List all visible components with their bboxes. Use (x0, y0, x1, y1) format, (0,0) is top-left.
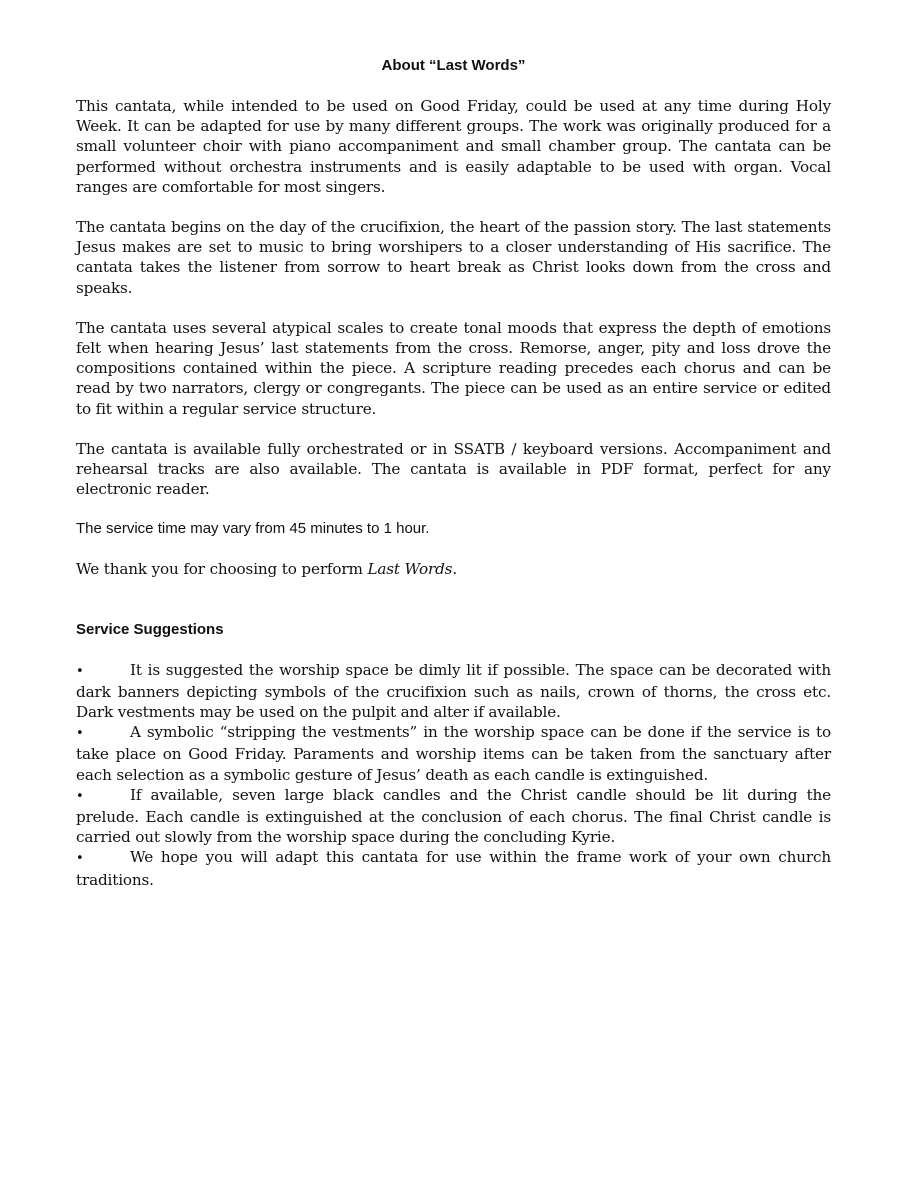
thanks-prefix: We thank you for choosing to perform (76, 560, 368, 579)
list-item (76, 722, 831, 785)
work-title: Last Words (367, 560, 453, 579)
list-item-text: We hope you will adapt this cantata for use within the frame work of your own church traditions. (76, 848, 831, 889)
scales-paragraph: The cantata uses several atypical scales to create tonal moods that express the depth of emotions felt when hearing Jesus’ last statements from the cross. Remorse, anger, pity and loss drove the compositions contained within the piece. A scripture reading precedes each chorus and can be read by two narrators, clergy or congregants. The piece can be used as an entire service or edited to fit within a regular service structure. (76, 318, 831, 418)
list-item (76, 660, 831, 723)
suggestions-list (76, 660, 831, 890)
bullet-icon: • (76, 851, 84, 867)
list-item (76, 785, 831, 848)
bullet-icon: • (76, 788, 84, 804)
availability-paragraph: The cantata is available fully orchestrated or in SSATB / keyboard versions. Accompaniment and rehearsal tracks are also available. The cantata is available in PDF format, perfect for any electronic reader. (76, 439, 831, 499)
bullet-icon: • (76, 663, 84, 679)
bullet-icon: • (76, 726, 84, 742)
service-suggestions-heading: Service Suggestions (76, 620, 224, 638)
page-title: About “Last Words” (381, 57, 526, 74)
list-item-text: If available, seven large black candles and the Christ candle should be lit during the prelude. Each candle is extinguished at the conclusion of each chorus. The final Christ candle is carried out slowly from the worship space during the concluding Kyrie. (76, 785, 831, 847)
intro-paragraph: This cantata, while intended to be used on Good Friday, could be used at any time during Holy Week. It can be adapted for use by many different groups. The work was originally produced for a small volunteer choir with piano accompaniment and small chamber group. The cantata can be performed without orchestra instruments and is easily adaptable to be used with organ. Vocal ranges are comfortable for most singers. (76, 97, 831, 196)
list-item-text: A symbolic “stripping the vestments” in the worship space can be done if the service is to take place on Good Friday. Paraments and worship items can be taken from the sanctuary after each selection as a symbolic gesture of Jesus’ death as each candle is extinguished. (76, 723, 831, 784)
list-item (76, 847, 831, 889)
thanks-suffix: . (452, 560, 457, 579)
list-item-text: It is suggested the worship space be dimly lit if possible. The space can be decorated with dark banners depicting symbols of the crucifixion such as nails, crown of thorns, the cross etc. Dark vestments may be used on the pulpit and alter if available. (76, 660, 831, 722)
crucifixion-paragraph: The cantata begins on the day of the crucifixion, the heart of the passion story. The last statements Jesus makes are set to music to bring worshipers to a closer understanding of His sacrifice. The cantata takes the listener from sorrow to heart break as Christ looks down from the cross and speaks. (76, 218, 831, 297)
thanks-line (76, 559, 831, 579)
service-time-note: The service time may vary from 45 minutes to 1 hour. (76, 520, 430, 538)
document-page (76, 56, 831, 890)
